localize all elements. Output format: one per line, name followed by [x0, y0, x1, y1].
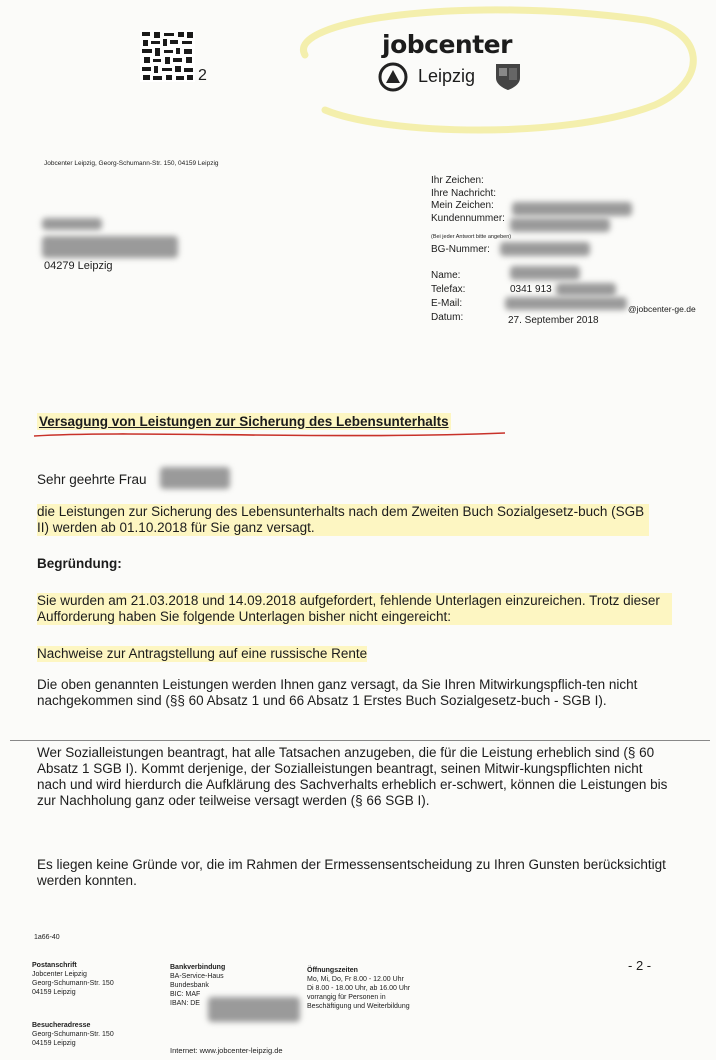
name-redaction [510, 266, 580, 280]
paragraph-3: Nachweise zur Antragstellung auf eine russische Rente [37, 646, 368, 661]
postanschrift-line: Georg-Schumann-Str. 150 [32, 980, 114, 987]
bg-label: BG-Nummer: [431, 244, 490, 255]
recipient-redaction [42, 236, 178, 258]
hours-line: Mo, Mi, Do, Fr 8.00 - 12.00 Uhr [307, 976, 404, 983]
bank-line: BIC: MAF [170, 991, 201, 998]
form-code: 1a66-40 [34, 934, 60, 941]
footer-hours [307, 966, 447, 1011]
subject: Versagung von Leistungen zur Sicherung des Lebensunterhalts [39, 414, 449, 429]
footer-besucheradresse [32, 1021, 152, 1048]
info-redaction [500, 242, 590, 256]
hours-line: vorrangig für Personen in [307, 994, 386, 1001]
paragraph-6: Es liegen keine Gründe vor, die im Rahmen der Ermessensentscheidung zu Ihren Gunsten berücksichtigt werden konnten. [37, 857, 666, 888]
bank-title: Bankverbindung [170, 964, 226, 971]
besucheradresse-title: Besucheradresse [32, 1022, 91, 1029]
bank-line: Bundesbank [170, 982, 209, 989]
postanschrift-line: 04159 Leipzig [32, 989, 76, 996]
info-redaction [512, 202, 632, 216]
footer-internet[interactable]: Internet: www.jobcenter-leipzig.de [170, 1046, 283, 1055]
scan-fold-line [10, 740, 710, 741]
postanschrift-line: Jobcenter Leipzig [32, 971, 87, 978]
city-crest-icon [494, 62, 522, 92]
email-domain: @jobcenter-ge.de [628, 304, 696, 314]
name-label: Name: [431, 270, 461, 281]
email-redaction [505, 297, 627, 310]
recipient-city: 04279 Leipzig [44, 260, 113, 272]
info-redaction [510, 218, 610, 232]
red-underline-mark [30, 428, 510, 442]
sender-line: Jobcenter Leipzig, Georg-Schumann-Str. 150, 04159 Leipzig [44, 160, 219, 167]
salutation-redaction [160, 467, 230, 489]
recipient-redaction [42, 218, 102, 230]
info-note: (Bei jeder Antwort bitte angeben) [431, 234, 512, 240]
bank-line: BA-Service-Haus [170, 973, 224, 980]
footer-postanschrift [32, 961, 152, 997]
highlighter-swoosh [265, 0, 716, 140]
jobcenter-logo-word: jobcenter [382, 30, 512, 59]
page-marker: - 2 - [628, 958, 652, 973]
besucheradresse-line: Georg-Schumann-Str. 150 [32, 1031, 114, 1038]
qr-code [140, 30, 195, 82]
bank-line: IBAN: DE [170, 1000, 200, 1007]
paragraph-2: Sie wurden am 21.03.2018 und 14.09.2018 aufgefordert, fehlende Unterlagen einzureichen. Trotz dieser Aufforderung haben Sie folgende Unterlagen bisher nicht eingereicht: [37, 593, 672, 625]
paragraph-1: die Leistungen zur Sicherung des Lebensunterhalts nach dem Zweiten Buch Sozialgesetz-buch (SGB II) werden ab 01.10.2018 für Sie ganz versagt. [37, 504, 649, 536]
begruendung-heading: Begründung: [37, 556, 122, 571]
paragraph-4: Die oben genannten Leistungen werden Ihnen ganz versagt, da Sie Ihren Mitwirkungspflich-ten nicht nachgekommen sind (§§ 60 Absatz 1 und 66 Absatz 1 Erstes Buch Sozialgesetz-buch - SGB I). [37, 677, 638, 708]
postanschrift-title: Postanschrift [32, 962, 77, 969]
telefax-label: Telefax: [431, 284, 466, 295]
datum-label: Datum: [431, 312, 464, 323]
telefax-redaction [556, 283, 616, 296]
arrow-logo-icon [378, 62, 408, 92]
info-label: Mein Zeichen: [431, 200, 494, 211]
logo-city: Leipzig [418, 66, 476, 86]
datum-value: 27. September 2018 [508, 315, 599, 326]
info-labels [431, 175, 505, 225]
info-label: Ihr Zeichen: [431, 175, 484, 186]
telefax-value: 0341 913 [510, 284, 552, 295]
info-label: Ihre Nachricht: [431, 187, 497, 199]
paragraph-5: Wer Sozialleistungen beantragt, hat alle Tatsachen anzugeben, die für die Leistung erheblich sind (§ 60 Absatz 1 SGB I). Kommt derjenige, der Sozialleistungen beantragt, seinen Mitwir-kungspflichten nicht nach und wird hierdurch die Aufklärung des Sachverhalts erheblich er-schwert, können die Leistungen bis zur Nachholung ganz oder teilweise versagt werden (§ 66 SGB I). [37, 745, 668, 808]
email-label: E-Mail: [431, 298, 463, 309]
besucheradresse-line: 04159 Leipzig [32, 1040, 76, 1047]
hours-title: Öffnungszeiten [307, 967, 358, 974]
info-label: Kundennummer: [431, 212, 505, 224]
bank-redaction [208, 997, 300, 1022]
hours-line: Beschäftigung und Weiterbildung [307, 1003, 410, 1010]
hours-line: Di 8.00 - 18.00 Uhr, ab 16.00 Uhr [307, 985, 411, 992]
salutation: Sehr geehrte Frau [37, 472, 147, 487]
qr-page-number: 2 [198, 67, 207, 84]
